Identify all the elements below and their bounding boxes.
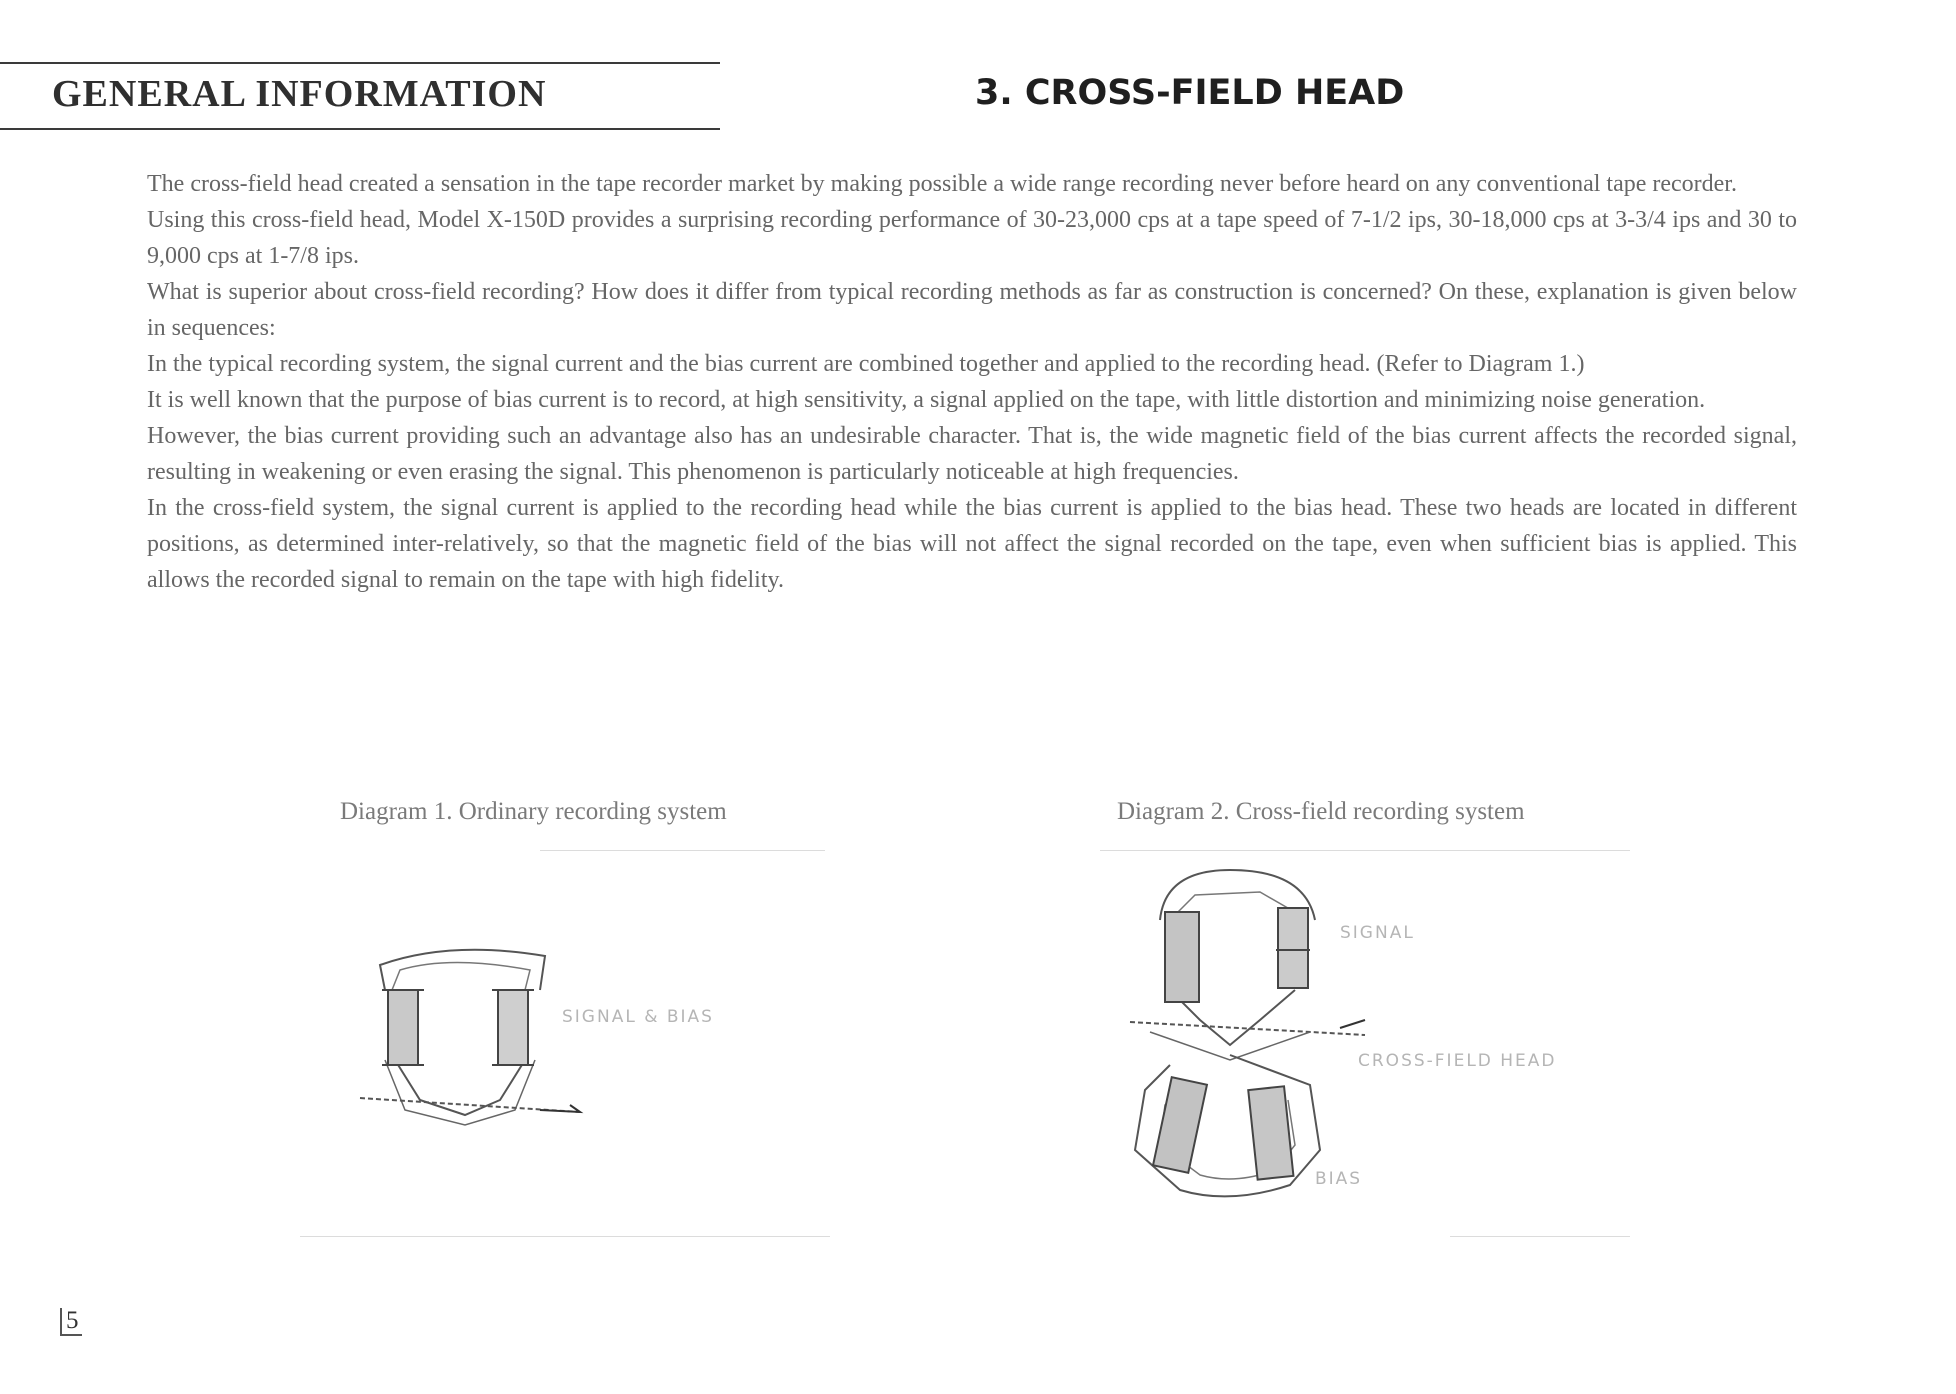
diagram2-label-cross-field-head: CROSS-FIELD HEAD — [1358, 1051, 1557, 1071]
page-number: 5 — [60, 1308, 82, 1336]
paragraph: The cross-field head created a sensation in the tape recorder market by making possible a wide range recording never before heard on any conventional tape recorder. — [147, 171, 1737, 197]
diagram2-caption: Diagram 2. Cross-field recording system — [1117, 798, 1525, 825]
diagram1-figure — [340, 920, 760, 1140]
header-top-rule — [0, 62, 720, 64]
body-text — [147, 166, 1797, 598]
paragraph: What is superior about cross-field recording? How does it differ from typical recording methods as far as construction is concerned? On these, explanation is given below in sequences: — [147, 279, 1797, 341]
paragraph: Using this cross-field head, Model X-150D provides a surprising recording performance of 30-23,000 cps at a tape speed of 7-1/2 ips, 30-18,000 cps at 3-3/4 ips and 30 to 9,000 cps at 1-7/8 ips. — [147, 207, 1797, 269]
diagram2-figure — [1110, 860, 1610, 1220]
diagram1-top-line — [540, 850, 825, 851]
section-label: GENERAL INFORMATION — [52, 73, 547, 115]
paragraph: In the cross-field system, the signal current is applied to the recording head while the bias current is applied to the bias head. These two heads are located in different positions, as determined inter-relatively, so that the magnetic field of the bias will not affect the signal recorded on the tape, even when sufficient bias is applied. This allows the recorded signal to remain on the tape with high fidelity. — [147, 495, 1797, 593]
header-bottom-rule — [0, 128, 720, 130]
diagram1-caption: Diagram 1. Ordinary recording system — [340, 798, 727, 825]
paragraph: In the typical recording system, the signal current and the bias current are combined together and applied to the recording head. (Refer to Diagram 1.) — [147, 351, 1585, 377]
section-title: 3. CROSS-FIELD HEAD — [975, 73, 1405, 113]
diagram2-label-bias: BIAS — [1315, 1169, 1363, 1189]
paragraph: It is well known that the purpose of bias current is to record, at high sensitivity, a signal applied on the tape, with little distortion and minimizing noise generation. — [147, 387, 1706, 413]
diagram1-bottom-line — [300, 1236, 830, 1237]
diagram2-bottom-line — [1450, 1236, 1630, 1237]
diagram2-top-line — [1100, 850, 1630, 851]
diagram1-label-signal-bias: SIGNAL & BIAS — [562, 1007, 714, 1027]
paragraph: However, the bias current providing such an advantage also has an undesirable character. That is, the wide magnetic field of the bias current affects the recorded signal, resulting in weakening or even erasing the signal. This phenomenon is particularly noticeable at high frequencies. — [147, 423, 1797, 485]
diagram2-label-signal: SIGNAL — [1340, 923, 1415, 943]
